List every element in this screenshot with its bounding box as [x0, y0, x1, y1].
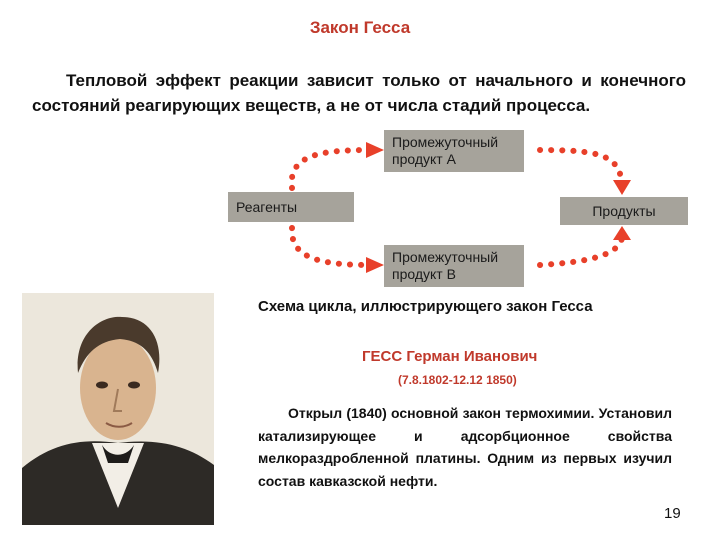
- intermediate-b-box: Промежуточный продукт В: [384, 245, 524, 287]
- scientist-dates: (7.8.1802-12.12 1850): [398, 373, 517, 387]
- hess-cycle-diagram: [220, 130, 700, 290]
- scientist-name: ГЕСС Герман Иванович: [362, 348, 538, 365]
- intro-text: Тепловой эффект реакции зависит только от начального и конечного состояний реагирующих веществ, а не от числа стадий процесса.: [32, 71, 686, 115]
- portrait-image: [22, 293, 214, 525]
- products-box: Продукты: [560, 197, 688, 225]
- arrow-reagents-to-b: [292, 228, 370, 265]
- arrowhead-products-top-icon: [613, 180, 631, 195]
- slide-title: Закон Гесса: [309, 18, 411, 37]
- arrow-a-to-products: [540, 150, 622, 185]
- biography-text: Открыл (1840) основной закон термохимии. Установил катализирующее и адсорбционное свойства мелкораздробленной платины. Одним из первых изучил состав кавказской нефти.: [258, 405, 672, 489]
- diagram-caption: Схема цикла, иллюстрирующего закон Гесса: [258, 298, 593, 315]
- page-number: 19: [664, 505, 681, 522]
- intermediate-a-box: Промежуточный продукт А: [384, 130, 524, 172]
- arrow-b-to-products: [540, 238, 622, 265]
- arrowhead-b-icon: [366, 257, 384, 273]
- arrow-reagents-to-a: [292, 150, 370, 188]
- arrowhead-a-icon: [366, 142, 384, 158]
- reagents-box: Реагенты: [228, 192, 354, 222]
- arrowhead-products-bottom-icon: [613, 226, 631, 240]
